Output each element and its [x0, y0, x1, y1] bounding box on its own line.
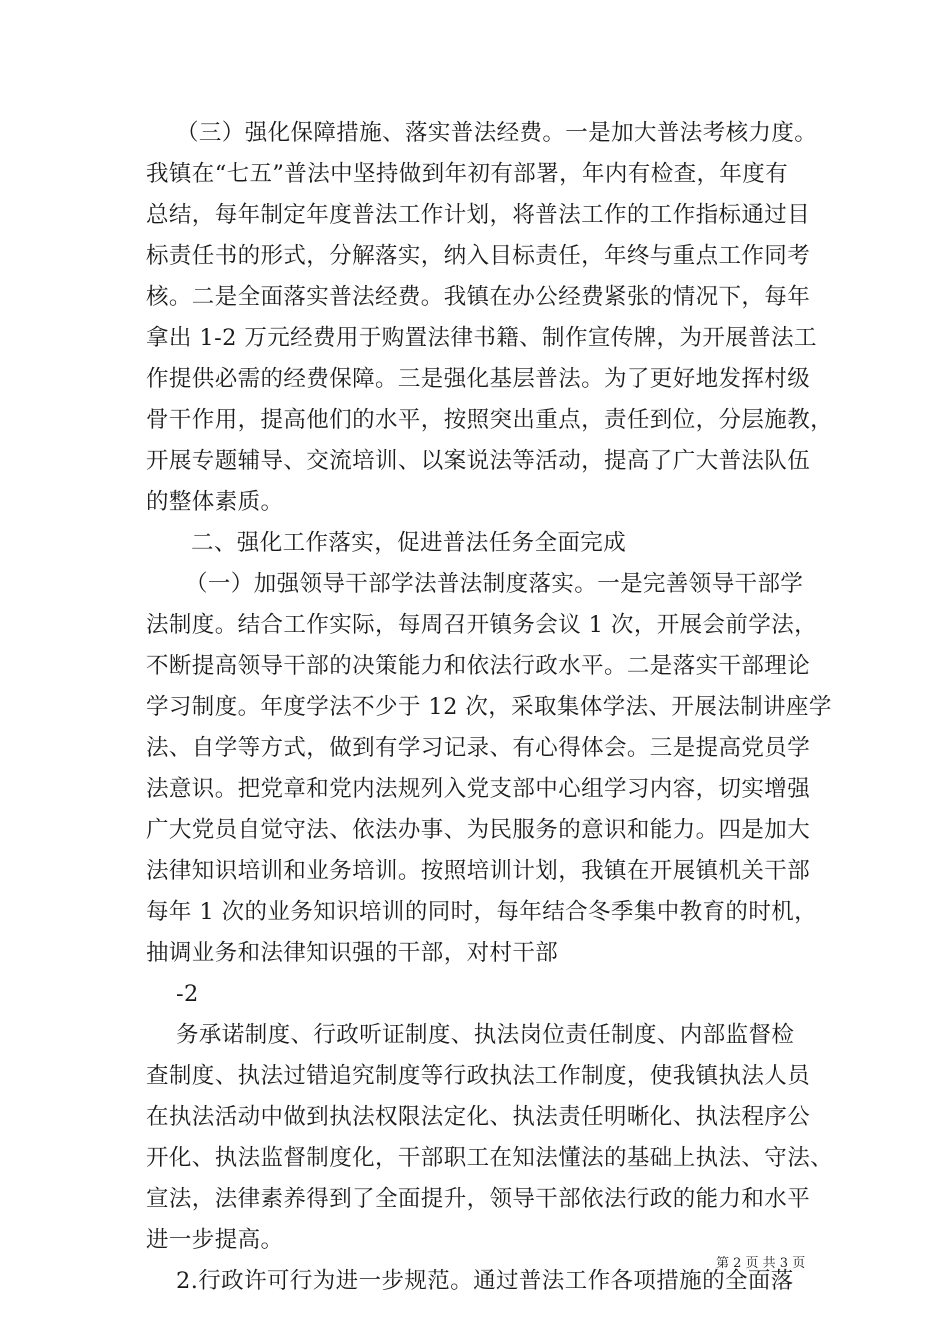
text-line: 查制度、执法过错追究制度等行政执法工作制度，使我镇执法人员 — [146, 1063, 811, 1089]
text-line: 我镇在“七五”普法中坚持做到年初有部署，年内有检查，年度有 — [146, 161, 789, 187]
text-line: 宣法，法律素养得到了全面提升，领导干部依法行政的能力和水平 — [146, 1186, 811, 1212]
text-line: （三）强化保障措施、落实普法经费。一是加大普法考核力度。 — [176, 120, 818, 146]
text-line: 拿出 1-2 万元经费用于购置法律书籍、制作宣传牌，为开展普法工 — [146, 325, 817, 351]
text-line: 广大党员自觉守法、依法办事、为民服务的意识和能力。四是加大 — [146, 817, 811, 843]
text-line: 在执法活动中做到执法权限法定化、执法责任明晰化、执法程序公 — [146, 1104, 811, 1130]
text-line: 开展专题辅导、交流培训、以案说法等活动，提高了广大普法队伍 — [146, 448, 811, 474]
page-number-footer: 第 2 页 共 3 页 — [716, 1256, 806, 1271]
text-line: 务承诺制度、行政听证制度、执法岗位责任制度、内部监督检 — [176, 1022, 795, 1048]
text-line: 的整体素质。 — [146, 489, 284, 515]
text-line: 标责任书的形式，分解落实，纳入目标责任，年终与重点工作同考 — [146, 243, 811, 269]
text-line: 法、自学等方式，做到有学习记录、有心得体会。三是提高党员学 — [146, 735, 811, 761]
page-marker: -2 — [176, 981, 199, 1007]
section-heading: 二、强化工作落实，促进普法任务全面完成 — [191, 530, 627, 556]
text-line: 骨干作用，提高他们的水平，按照突出重点，责任到位，分层施教， — [146, 407, 834, 433]
text-line: 学习制度。年度学法不少于 12 次，采取集体学法、开展法制讲座学 — [146, 694, 832, 720]
text-line: （一）加强领导干部学法普法制度落实。一是完善领导干部学 — [185, 571, 804, 597]
text-line: 不断提高领导干部的决策能力和依法行政水平。二是落实干部理论 — [146, 653, 811, 679]
text-line: 抽调业务和法律知识强的干部，对村干部 — [146, 940, 559, 966]
text-line: 作提供必需的经费保障。三是强化基层普法。为了更好地发挥村级 — [146, 366, 811, 392]
text-line: 每年 1 次的业务知识培训的同时，每年结合冬季集中教育的时机， — [146, 899, 818, 925]
text-line: 核。二是全面落实普法经费。我镇在办公经费紧张的情况下，每年 — [146, 284, 811, 310]
text-line: 2.行政许可行为进一步规范。通过普法工作各项措施的全面落 — [176, 1268, 794, 1294]
text-line: 法制度。结合工作实际，每周召开镇务会议 1 次，开展会前学法， — [146, 612, 818, 638]
text-line: 开化、执法监督制度化，干部职工在知法懂法的基础上执法、守法、 — [146, 1145, 834, 1171]
text-line: 进一步提高。 — [146, 1227, 284, 1253]
text-line: 总结，每年制定年度普法工作计划，将普法工作的工作指标通过目 — [146, 202, 811, 228]
text-line: 法意识。把党章和党内法规列入党支部中心组学习内容，切实增强 — [146, 776, 811, 802]
text-line: 法律知识培训和业务培训。按照培训计划，我镇在开展镇机关干部 — [146, 858, 811, 884]
